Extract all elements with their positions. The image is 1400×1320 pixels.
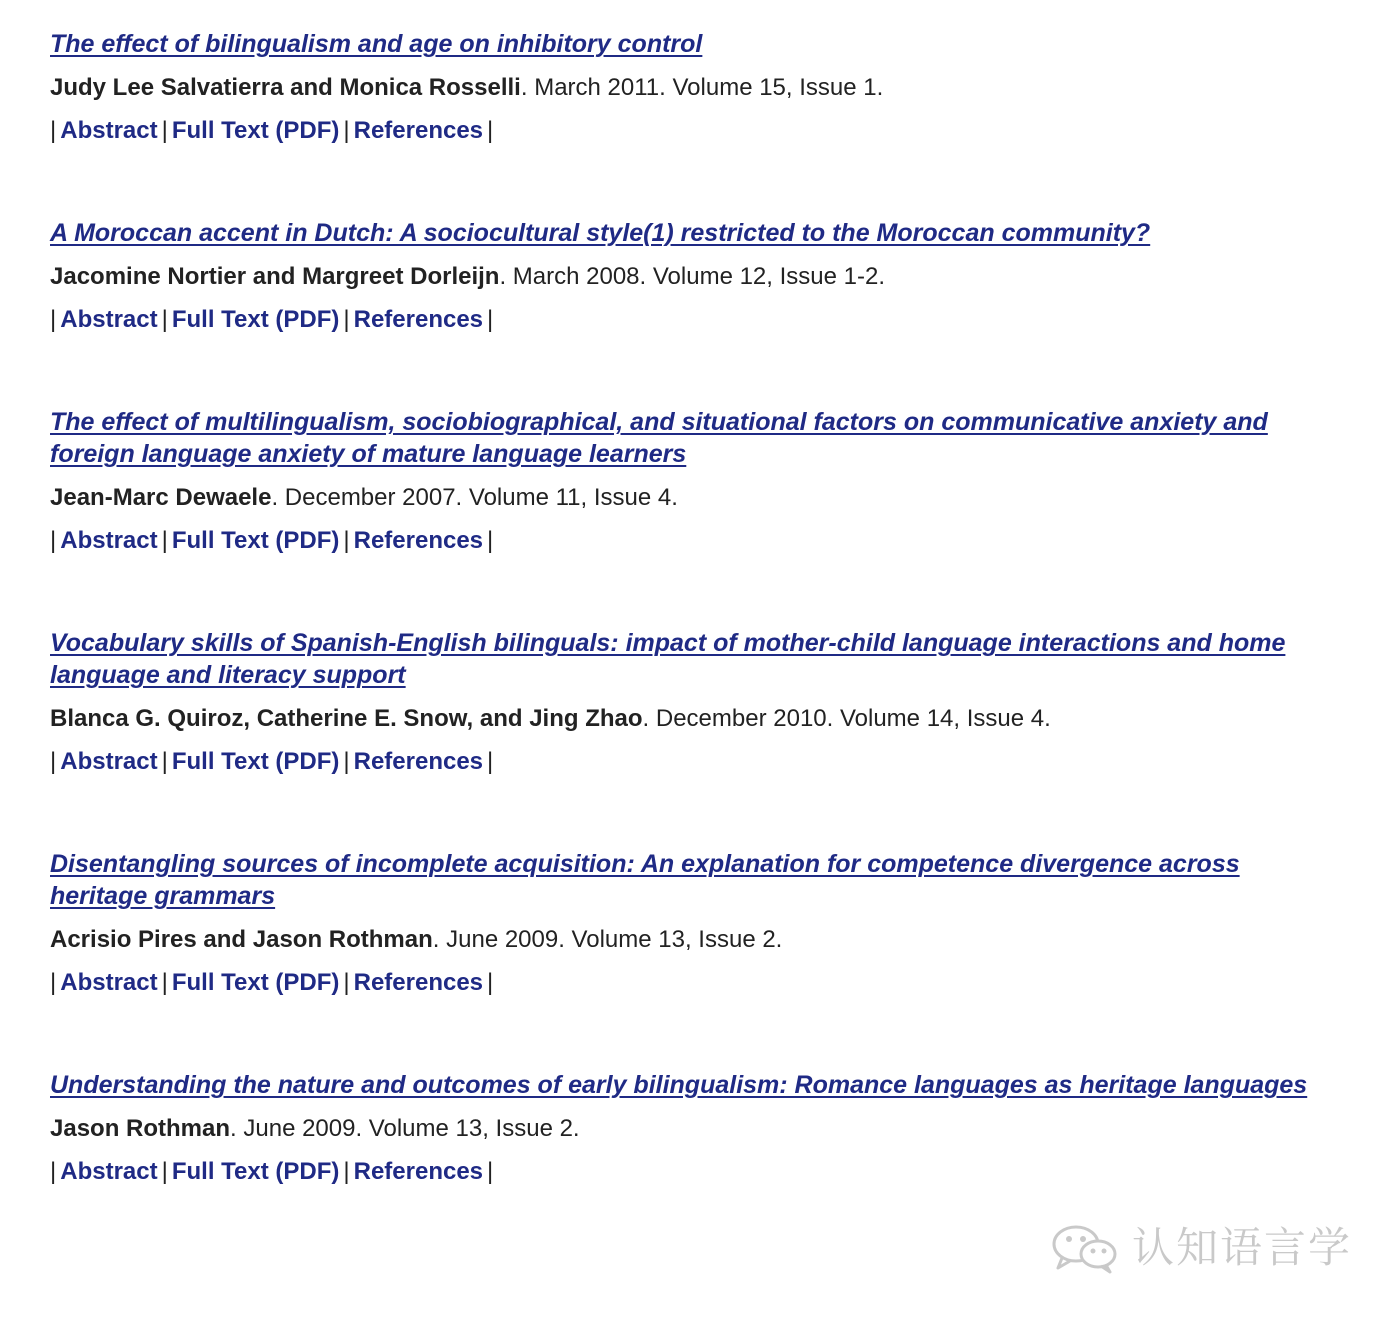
article-title-link[interactable]: Disentangling sources of incomplete acquisition: An explanation for competence divergence across heritage grammars <box>50 850 1240 910</box>
article-item <box>50 217 1350 336</box>
wechat-icon <box>1050 1222 1120 1274</box>
abstract-link[interactable]: Abstract <box>60 1158 158 1185</box>
references-link[interactable]: References <box>353 306 484 333</box>
article-meta <box>50 924 1350 956</box>
article-meta <box>50 703 1350 735</box>
references-link[interactable]: References <box>353 1158 484 1185</box>
link-separator: | <box>161 527 168 554</box>
full-text-pdf-link[interactable]: Full Text (PDF) <box>171 527 340 554</box>
link-separator: | <box>50 969 57 996</box>
article-links <box>50 967 1350 999</box>
article-meta <box>50 72 1350 104</box>
article-details: . June 2009. Volume 13, Issue 2. <box>432 926 783 953</box>
article-title-link[interactable]: Vocabulary skills of Spanish-English bilinguals: impact of mother-child language interactions and home language and literacy support <box>50 629 1286 689</box>
abstract-link[interactable]: Abstract <box>60 748 158 775</box>
article-meta <box>50 1113 1350 1145</box>
article-links <box>50 115 1350 147</box>
references-link[interactable]: References <box>353 527 484 554</box>
link-separator: | <box>343 306 350 333</box>
link-separator: | <box>343 748 350 775</box>
article-details: . December 2007. Volume 11, Issue 4. <box>271 484 678 511</box>
article-title-link[interactable]: A Moroccan accent in Dutch: A sociocultural style(1) restricted to the Moroccan community? <box>50 219 1151 247</box>
article-authors: Jean-Marc Dewaele <box>50 484 272 511</box>
full-text-pdf-link[interactable]: Full Text (PDF) <box>171 969 340 996</box>
article-authors: Jacomine Nortier and Margreet Dorleijn <box>50 263 500 290</box>
article-meta <box>50 482 1350 514</box>
link-separator: | <box>343 527 350 554</box>
link-separator: | <box>487 969 494 996</box>
link-separator: | <box>50 527 57 554</box>
link-separator: | <box>487 527 494 554</box>
link-separator: | <box>50 748 57 775</box>
references-link[interactable]: References <box>353 969 484 996</box>
article-item <box>50 627 1350 778</box>
article-title-link[interactable]: The effect of multilingualism, sociobiographical, and situational factors on communicative anxiety and foreign language anxiety of mature language learners <box>50 408 1268 468</box>
article-item <box>50 848 1350 999</box>
article-links <box>50 746 1350 778</box>
article-title-link[interactable]: Understanding the nature and outcomes of early bilingualism: Romance languages as heritage languages <box>50 1071 1308 1099</box>
references-link[interactable]: References <box>353 748 484 775</box>
link-separator: | <box>343 117 350 144</box>
link-separator: | <box>50 117 57 144</box>
article-links <box>50 1156 1350 1188</box>
link-separator: | <box>50 1158 57 1185</box>
article-details: . December 2010. Volume 14, Issue 4. <box>642 705 1051 732</box>
article-item <box>50 28 1350 147</box>
link-separator: | <box>161 748 168 775</box>
article-authors: Judy Lee Salvatierra and Monica Rosselli <box>50 74 521 101</box>
link-separator: | <box>161 117 168 144</box>
references-link[interactable]: References <box>353 117 484 144</box>
article-links <box>50 304 1350 336</box>
article-details: . March 2011. Volume 15, Issue 1. <box>520 74 884 101</box>
article-authors: Acrisio Pires and Jason Rothman <box>50 926 433 953</box>
link-separator: | <box>161 1158 168 1185</box>
article-list <box>50 28 1350 1188</box>
link-separator: | <box>487 1158 494 1185</box>
article-title-link[interactable]: The effect of bilingualism and age on inhibitory control <box>50 30 703 58</box>
link-separator: | <box>161 306 168 333</box>
article-authors: Jason Rothman <box>50 1115 231 1142</box>
article-details: . June 2009. Volume 13, Issue 2. <box>230 1115 580 1142</box>
article-meta <box>50 261 1350 293</box>
link-separator: | <box>487 748 494 775</box>
link-separator: | <box>487 306 494 333</box>
link-separator: | <box>343 1158 350 1185</box>
article-details: . March 2008. Volume 12, Issue 1-2. <box>499 263 885 290</box>
abstract-link[interactable]: Abstract <box>60 117 158 144</box>
full-text-pdf-link[interactable]: Full Text (PDF) <box>171 117 340 144</box>
abstract-link[interactable]: Abstract <box>60 306 158 333</box>
abstract-link[interactable]: Abstract <box>60 969 158 996</box>
watermark-text: 认知语言学 <box>1132 1223 1353 1272</box>
watermark <box>1050 1222 1352 1274</box>
link-separator: | <box>161 969 168 996</box>
link-separator: | <box>343 969 350 996</box>
full-text-pdf-link[interactable]: Full Text (PDF) <box>171 1158 340 1185</box>
article-item <box>50 406 1350 557</box>
article-authors: Blanca G. Quiroz, Catherine E. Snow, and Jing Zhao <box>50 705 643 732</box>
full-text-pdf-link[interactable]: Full Text (PDF) <box>171 748 340 775</box>
full-text-pdf-link[interactable]: Full Text (PDF) <box>171 306 340 333</box>
article-item <box>50 1069 1350 1188</box>
abstract-link[interactable]: Abstract <box>60 527 158 554</box>
link-separator: | <box>487 117 494 144</box>
link-separator: | <box>50 306 57 333</box>
article-links <box>50 525 1350 557</box>
